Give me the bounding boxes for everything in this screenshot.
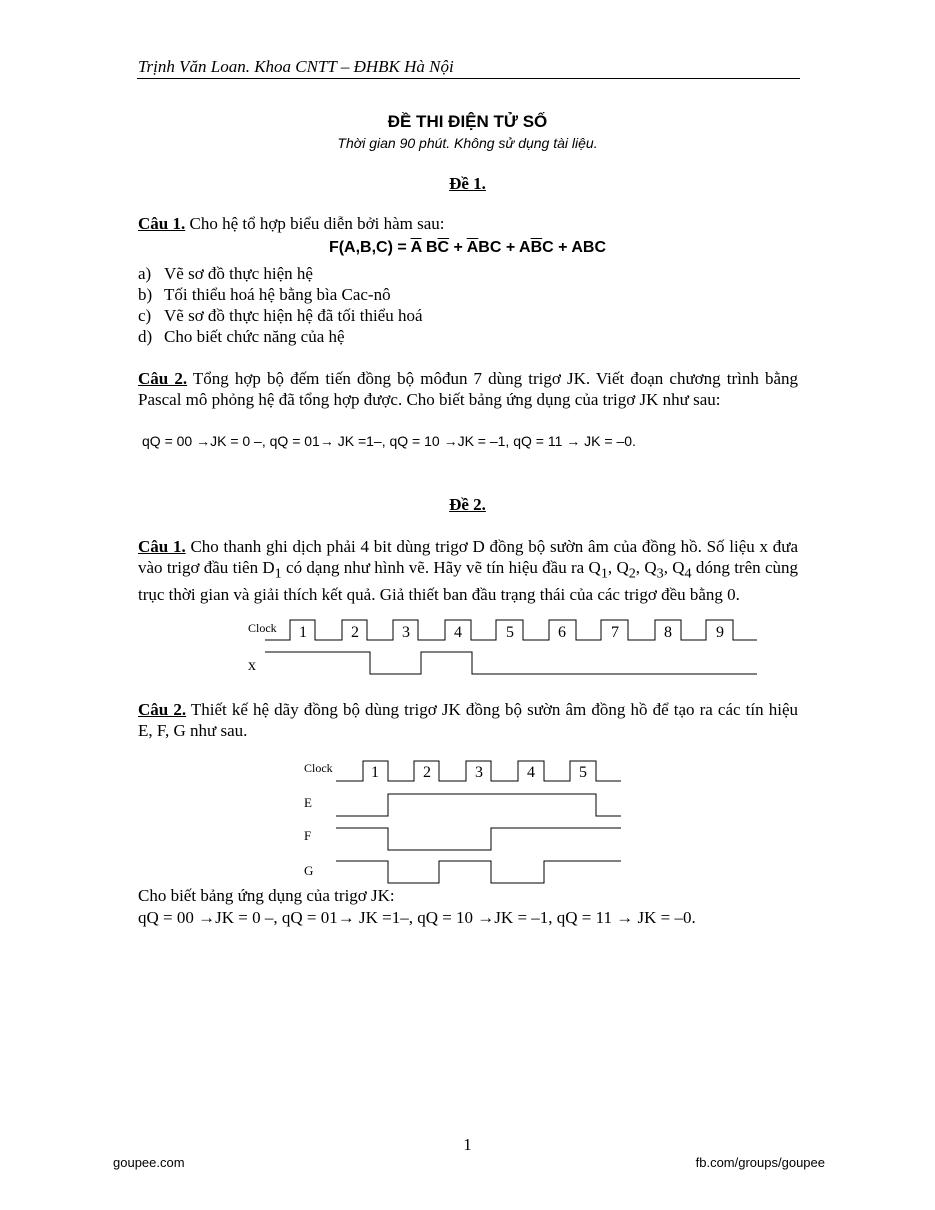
exam-title: ĐỀ THI ĐIỆN TỬ SỐ [387,112,548,131]
de1-cau2-body: Tổng hợp bộ đếm tiến đồng bộ môđun 7 dùng trigơ JK. Viết đoạn chương trình bằng Pascal mô phỏng hệ đã tổng hợp được. Cho biết bảng ứng dụng của trigơ JK như sau: [138,369,798,409]
de1-item-b: b) Tối thiểu hoá hệ bằng bìa Cac-nô [138,285,391,304]
f-waveform [336,828,621,850]
x-label: x [248,657,256,674]
signal-label-e: E [304,795,312,810]
pulse-label: 3 [475,764,483,781]
clock-label: Clock [248,621,277,635]
page-number: 1 [463,1135,472,1154]
de2-cau2-label: Câu 2. [138,700,187,719]
exam-subtitle: Thời gian 90 phút. Không sử dụng tài liệu. [337,135,598,151]
de1-cau1-text [138,213,798,234]
de2-table-intro: Cho biết bảng ứng dụng của trigơ JK: [138,886,395,905]
pulse-label: 1 [299,624,307,641]
timing-diagram-1 [240,615,770,685]
signal-label-g: G [304,863,314,878]
e-waveform [336,794,621,816]
pulse-label: 3 [402,624,410,641]
pulse-label: 8 [664,624,672,641]
g-waveform [336,861,621,883]
pulse-label: 2 [423,764,431,781]
de2-cau1-label: Câu 1. [138,537,186,556]
clock-label: Clock [304,761,333,775]
pulse-label: 4 [454,624,462,641]
de1-cau2-text [138,368,798,410]
de1-cau1-label: Câu 1. [138,214,186,233]
pulse-label: 5 [579,764,587,781]
de1-jk-table: qQ = 00 →JK = 0 –, qQ = 01→ JK =1–, qQ = 10 →JK = –1, qQ = 11 → JK = –0. [142,433,636,449]
header-rule [137,78,800,79]
de1-heading: Đề 1. [449,174,486,193]
de1-item-a: a) Vẽ sơ đồ thực hiện hệ [138,264,313,283]
pulse-label: 5 [506,624,514,641]
pulse-label: 7 [611,624,619,641]
page-header: Trịnh Văn Loan. Khoa CNTT – ĐHBK Hà Nội [138,57,454,76]
pulse-label: 9 [716,624,724,641]
de1-item-c: c) Vẽ sơ đồ thực hiện hệ đã tối thiểu hoá [138,306,423,325]
pulse-label: 6 [558,624,566,641]
pulse-label: 2 [351,624,359,641]
de1-item-d: d) Cho biết chức năng của hệ [138,327,345,346]
de2-heading: Đề 2. [449,495,486,514]
signal-label-f: F [304,828,312,843]
pulse-label: 1 [371,764,379,781]
de2-cau2-text [138,699,798,741]
footer-left-link[interactable]: goupee.com [113,1155,185,1170]
footer-right-link[interactable]: fb.com/groups/goupee [695,1155,825,1170]
de1-cau1-body: Cho hệ tổ hợp biểu diễn bởi hàm sau: [185,214,445,233]
de1-cau2-label: Câu 2. [138,369,188,388]
boolean-formula: $F(A,B,C) = \overline{A}$ $B\overline{C} + \overline{A}BC + A\overline{B}C$ + ABC [328,239,607,256]
de2-jk-table: qQ = 00 →JK = 0 –, qQ = 01→ JK =1–, qQ = 10 →JK = –1, qQ = 11 → JK = –0. [138,908,696,927]
pulse-label: 4 [527,764,535,781]
de2-cau2-body: Thiết kế hệ dãy đồng bộ dùng trigơ JK đồng bộ sườn âm đồng hồ để tạo ra các tín hiệu E, F, G như sau. [138,700,799,740]
timing-diagram-2 [300,755,630,885]
x-waveform [265,652,757,674]
de2-cau1-text: Câu 1. Cho thanh ghi dịch phải 4 bit dùng trigơ D đồng bộ sườn âm của đồng hồ. Số liệu x đưa vào trigơ đầu tiên $D_1$ có dạng như hình vẽ. Hãy vẽ tín hiệu đầu ra $Q_1$, $Q_2$, $Q_3$, $Q_4$ dóng trên cùng trục thời gian và giải thích kết quả. Giả thiết ban đầu trạng thái của các trigơ đều bằng 0. [138,537,798,605]
